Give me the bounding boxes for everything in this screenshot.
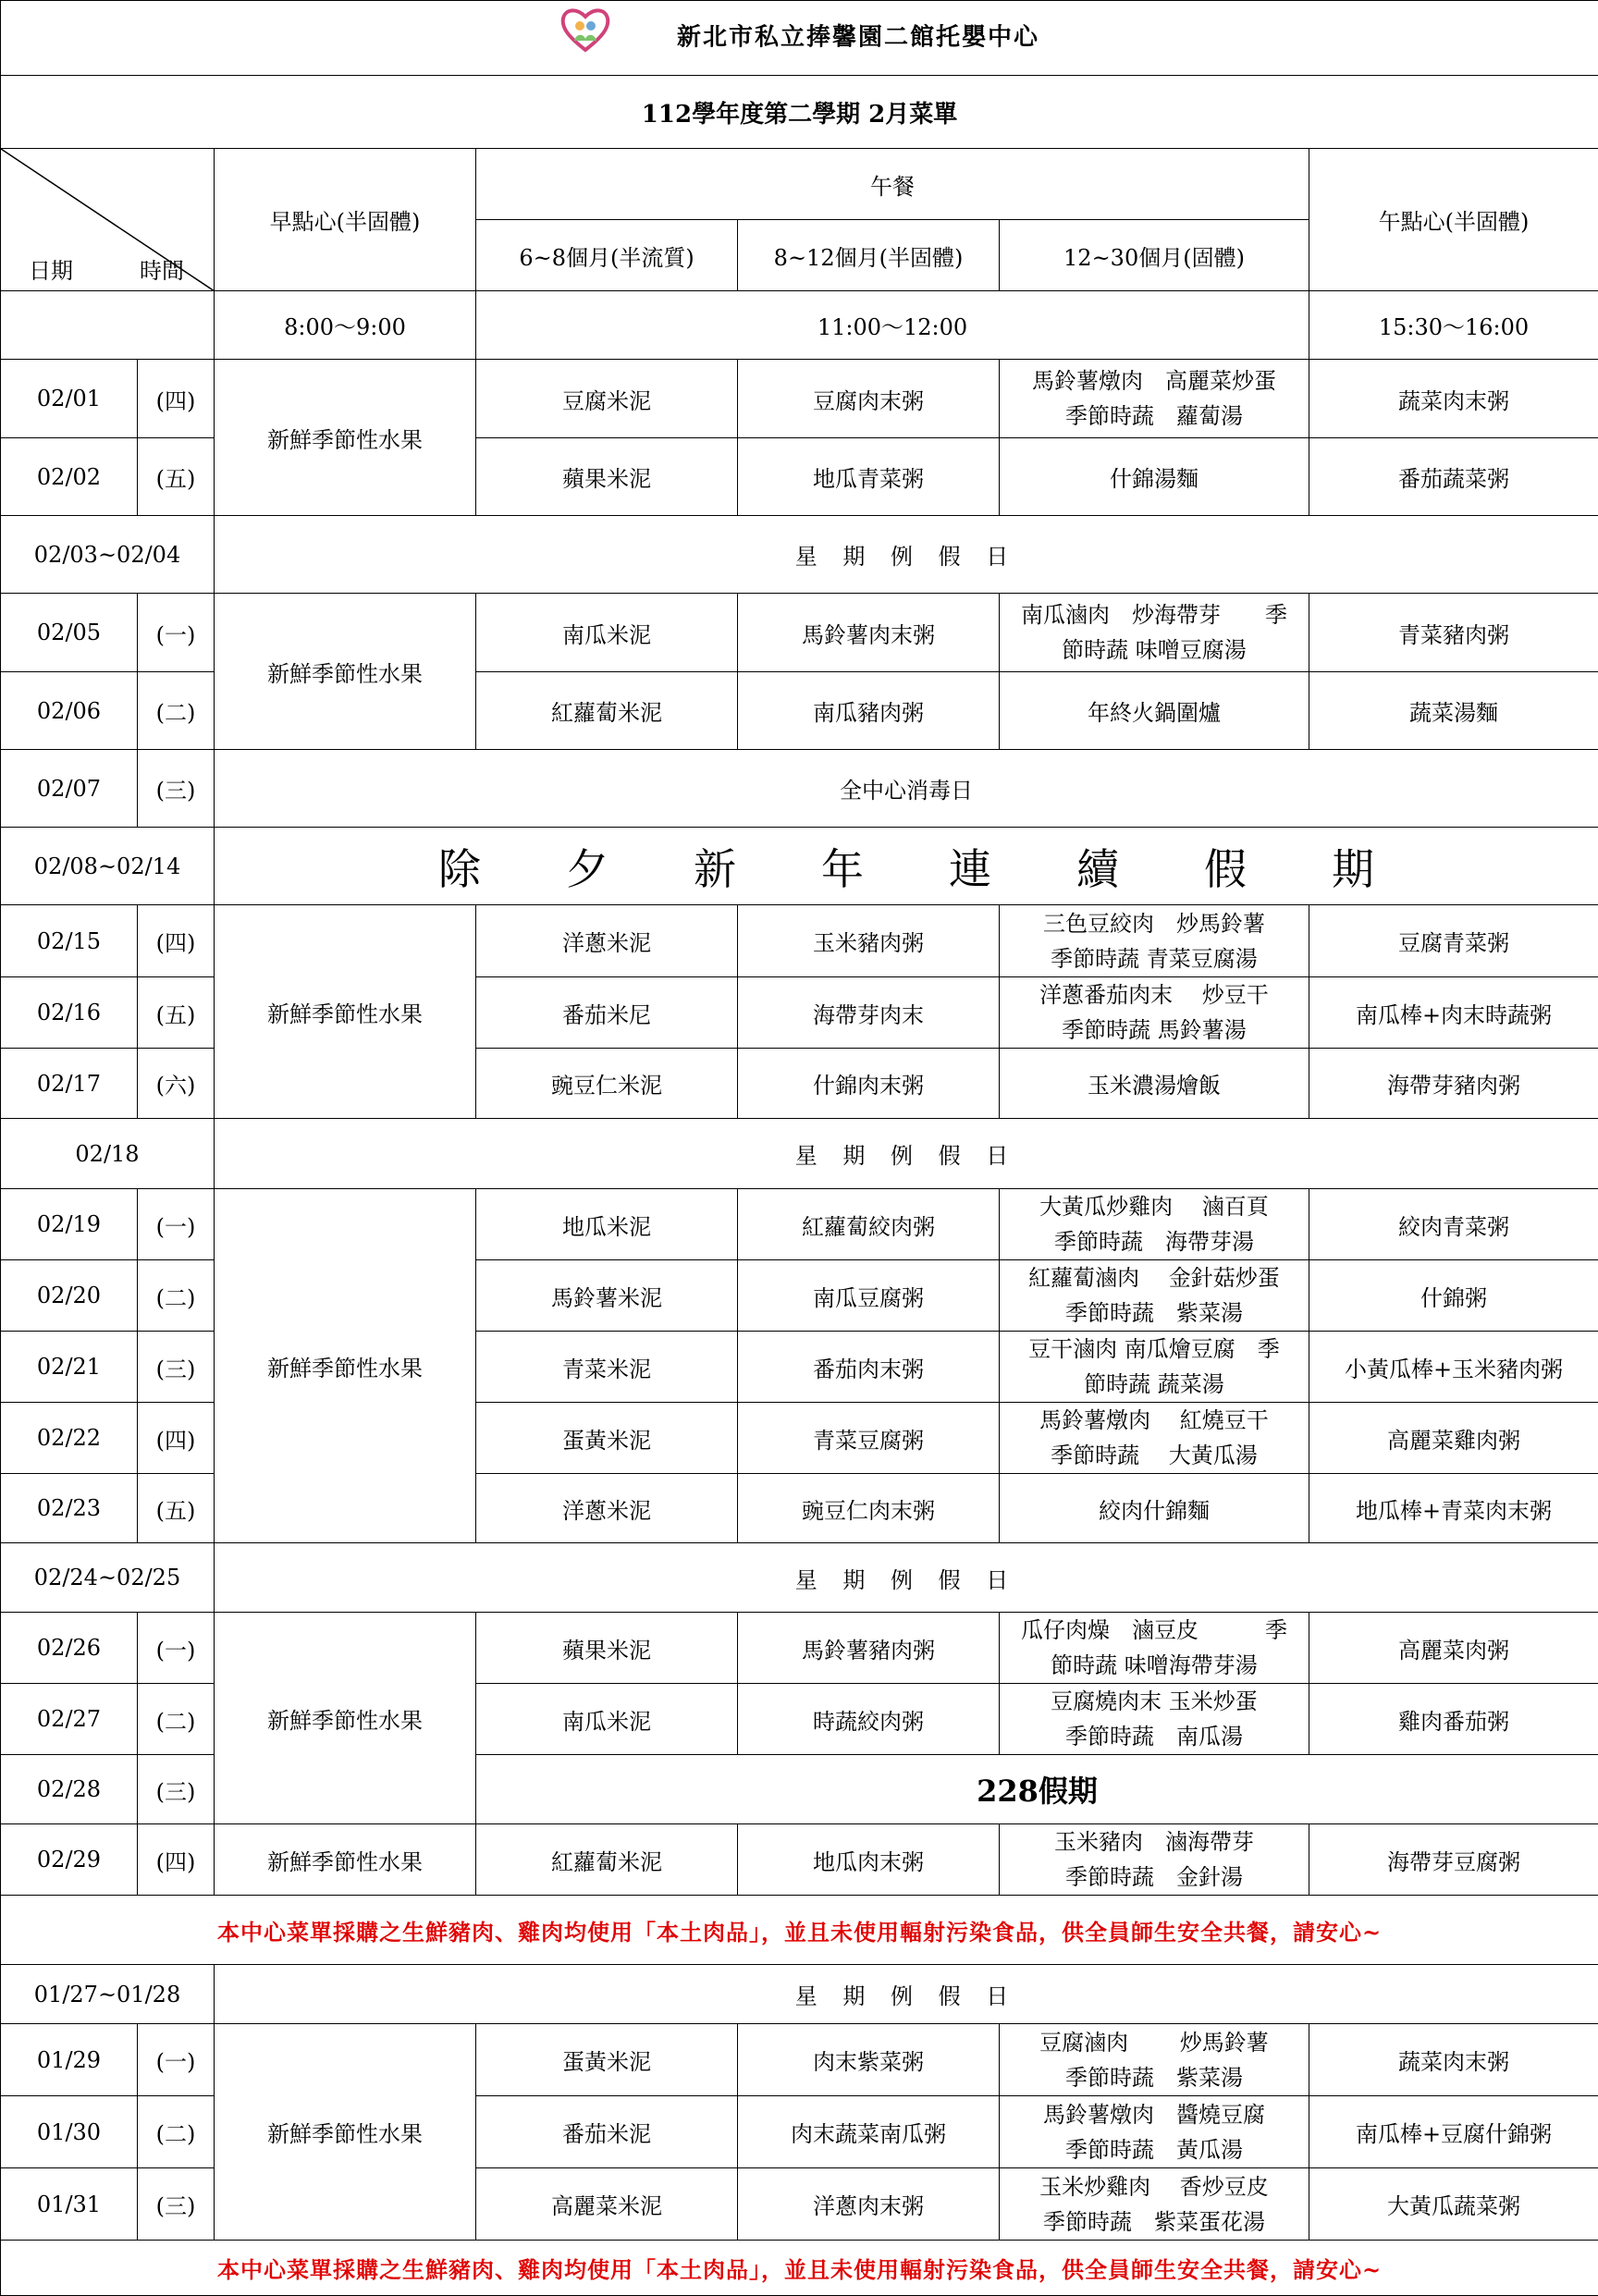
weekday-cell: (三) [138, 750, 215, 828]
dish-line-1: 豆干滷肉 南瓜燴豆腐 季 [1003, 1332, 1305, 1367]
date-range-cell: 02/03~02/04 [1, 516, 215, 594]
lunch-12-30-item [1000, 2024, 1309, 2096]
dish-line-2: 季節時蔬 紫菜蛋花湯 [1003, 2204, 1305, 2240]
date-cell: 02/21 [1, 1332, 138, 1403]
dish-line-2: 節時蔬 味噌豆腐湯 [1003, 632, 1305, 668]
lunch-8-12-item: 番茄肉末粥 [738, 1332, 1000, 1403]
afternoon-item: 地瓜棒+青菜肉末粥 [1309, 1474, 1598, 1543]
date-cell: 02/17 [1, 1049, 138, 1119]
weekday-cell: (五) [138, 1474, 215, 1543]
date-cell: 02/19 [1, 1189, 138, 1260]
afternoon-item: 蔬菜肉末粥 [1309, 2024, 1598, 2096]
dish-line-2: 季節時蔬 馬鈴薯湯 [1003, 1013, 1305, 1048]
weekday-cell: (五) [138, 438, 215, 516]
lunch-12-30-header: 12~30個月(固體) [1000, 220, 1309, 291]
weekend-holiday: 星 期 例 假 日 [215, 1965, 1598, 2024]
morning-snack-header: 早點心(半固體) [215, 149, 476, 291]
dish-line-2: 季節時蔬 南瓜湯 [1003, 1719, 1305, 1754]
afternoon-item: 蔬菜湯麵 [1309, 672, 1598, 750]
lunch-header: 午餐 [476, 149, 1309, 220]
afternoon-item: 番茄蔬菜粥 [1309, 438, 1598, 516]
dish-line-1: 豆腐燒肉末 玉米炒蛋 [1003, 1684, 1305, 1719]
date-cell: 02/06 [1, 672, 138, 750]
date-range-cell: 02/24~02/25 [1, 1543, 215, 1613]
lunch-8-12-item: 玉米豬肉粥 [738, 905, 1000, 977]
dish-line-2: 季節時蔬 大黃瓜湯 [1003, 1438, 1305, 1473]
dish-line-1: 馬鈴薯燉肉 醬燒豆腐 [1003, 2097, 1305, 2132]
lunch-6-8-item: 紅蘿蔔米泥 [476, 1824, 738, 1896]
weekday-cell: (五) [138, 977, 215, 1049]
afternoon-item: 蔬菜肉末粥 [1309, 360, 1598, 438]
date-column-label: 日期 [29, 252, 73, 285]
lunch-12-30-item: 年終火鍋圍爐 [1000, 672, 1309, 750]
lunch-8-12-item: 南瓜豆腐粥 [738, 1260, 1000, 1332]
new-year-holiday: 除 夕 新 年 連 續 假 期 [215, 828, 1598, 905]
weekday-cell: (二) [138, 1260, 215, 1332]
afternoon-time: 15:30～16:00 [1309, 291, 1598, 360]
lunch-6-8-item: 青菜米泥 [476, 1332, 738, 1403]
lunch-8-12-item: 馬鈴薯肉末粥 [738, 594, 1000, 672]
lunch-6-8-item: 豆腐米泥 [476, 360, 738, 438]
dish-line-2: 季節時蔬 金針湯 [1003, 1860, 1305, 1895]
weekday-cell: (一) [138, 1613, 215, 1684]
time-row-blank [1, 291, 215, 360]
lunch-8-12-item: 南瓜豬肉粥 [738, 672, 1000, 750]
date-cell: 02/20 [1, 1260, 138, 1332]
weekday-cell: (二) [138, 1684, 215, 1755]
lunch-6-8-item: 洋蔥米泥 [476, 905, 738, 977]
afternoon-item: 南瓜棒+肉末時蔬粥 [1309, 977, 1598, 1049]
lunch-12-30-item [1000, 1684, 1309, 1755]
dish-line-2: 節時蔬 味噌海帶芽湯 [1003, 1648, 1305, 1683]
lunch-12-30-item [1000, 2096, 1309, 2168]
lunch-time: 11:00～12:00 [476, 291, 1309, 360]
dish-line-1: 洋蔥番茄肉末 炒豆干 [1003, 977, 1305, 1013]
dish-line-1: 瓜仔肉燥 滷豆皮 季 [1003, 1613, 1305, 1648]
dish-line-2: 季節時蔬 紫菜湯 [1003, 1295, 1305, 1331]
afternoon-item: 高麗菜肉粥 [1309, 1613, 1598, 1684]
lunch-6-8-item: 蛋黃米泥 [476, 2024, 738, 2096]
date-cell: 01/30 [1, 2096, 138, 2168]
date-cell: 02/22 [1, 1403, 138, 1474]
dish-line-1: 大黃瓜炒雞肉 滷百頁 [1003, 1189, 1305, 1224]
dish-line-1: 豆腐滷肉 炒馬鈴薯 [1003, 2025, 1305, 2060]
lunch-6-8-item: 馬鈴薯米泥 [476, 1260, 738, 1332]
lunch-6-8-item: 蘋果米泥 [476, 438, 738, 516]
morning-fruit: 新鮮季節性水果 [215, 905, 476, 1119]
weekday-cell: (一) [138, 594, 215, 672]
date-cell: 01/31 [1, 2168, 138, 2241]
dish-line-2: 季節時蔬 黃瓜湯 [1003, 2132, 1305, 2167]
lunch-8-12-item: 青菜豆腐粥 [738, 1403, 1000, 1474]
morning-fruit: 新鮮季節性水果 [215, 1613, 476, 1824]
dish-line-2: 季節時蔬 蘿蔔湯 [1003, 399, 1305, 434]
weekday-cell: (二) [138, 672, 215, 750]
lunch-8-12-item: 馬鈴薯豬肉粥 [738, 1613, 1000, 1684]
dish-line-1: 紅蘿蔔滷肉 金針菇炒蛋 [1003, 1260, 1305, 1295]
lunch-8-12-header: 8~12個月(半固體) [738, 220, 1000, 291]
time-column-label: 時間 [140, 252, 184, 285]
lunch-12-30-item [1000, 1824, 1309, 1896]
dish-line-1: 南瓜滷肉 炒海帶芽 季 [1003, 597, 1305, 632]
afternoon-item: 青菜豬肉粥 [1309, 594, 1598, 672]
dish-line-1: 玉米炒雞肉 香炒豆皮 [1003, 2169, 1305, 2204]
lunch-12-30-item: 絞肉什錦麵 [1000, 1474, 1309, 1543]
date-range-cell: 02/08~02/14 [1, 828, 215, 905]
morning-fruit: 新鮮季節性水果 [215, 594, 476, 750]
weekday-cell: (四) [138, 360, 215, 438]
dish-line-2: 季節時蔬 青菜豆腐湯 [1003, 941, 1305, 976]
lunch-12-30-item [1000, 1189, 1309, 1260]
heart-family-logo-icon [559, 4, 611, 62]
date-cell: 01/29 [1, 2024, 138, 2096]
lunch-6-8-item: 紅蘿蔔米泥 [476, 672, 738, 750]
lunch-8-12-item: 豆腐肉末粥 [738, 360, 1000, 438]
morning-fruit: 新鮮季節性水果 [215, 1824, 476, 1896]
dish-line-2: 季節時蔬 紫菜湯 [1003, 2060, 1305, 2095]
lunch-6-8-item: 蛋黃米泥 [476, 1403, 738, 1474]
weekday-cell: (四) [138, 1824, 215, 1896]
lunch-6-8-item: 番茄米泥 [476, 2096, 738, 2168]
afternoon-item: 雞肉番茄粥 [1309, 1684, 1598, 1755]
lunch-12-30-item [1000, 1613, 1309, 1684]
morning-fruit: 新鮮季節性水果 [215, 2024, 476, 2241]
afternoon-item: 豆腐青菜粥 [1309, 905, 1598, 977]
holiday-228: 228假期 [476, 1755, 1598, 1824]
page-title: 112學年度第二學期 2月菜單 [1, 76, 1598, 149]
lunch-6-8-item: 蘋果米泥 [476, 1613, 738, 1684]
lunch-6-8-item: 番茄米尼 [476, 977, 738, 1049]
lunch-8-12-item: 肉末蔬菜南瓜粥 [738, 2096, 1000, 2168]
date-cell: 02/01 [1, 360, 138, 438]
dish-line-2: 節時蔬 蔬菜湯 [1003, 1367, 1305, 1402]
weekday-cell: (四) [138, 905, 215, 977]
date-range-cell: 02/18 [1, 1119, 215, 1189]
date-cell: 02/02 [1, 438, 138, 516]
date-time-corner-header [1, 149, 215, 291]
morning-fruit: 新鮮季節性水果 [215, 1189, 476, 1543]
lunch-12-30-item: 玉米濃湯燴飯 [1000, 1049, 1309, 1119]
weekday-cell: (一) [138, 1189, 215, 1260]
lunch-12-30-item [1000, 2168, 1309, 2241]
date-cell: 02/28 [1, 1755, 138, 1824]
lunch-6-8-item: 豌豆仁米泥 [476, 1049, 738, 1119]
afternoon-item: 小黃瓜棒+玉米豬肉粥 [1309, 1332, 1598, 1403]
dish-line-1: 三色豆絞肉 炒馬鈴薯 [1003, 906, 1305, 941]
dish-line-1: 馬鈴薯燉肉 紅燒豆干 [1003, 1403, 1305, 1438]
afternoon-item: 南瓜棒+豆腐什錦粥 [1309, 2096, 1598, 2168]
date-cell: 02/16 [1, 977, 138, 1049]
afternoon-item: 什錦粥 [1309, 1260, 1598, 1332]
lunch-12-30-item [1000, 977, 1309, 1049]
weekday-cell: (四) [138, 1403, 215, 1474]
lunch-8-12-item: 時蔬絞肉粥 [738, 1684, 1000, 1755]
afternoon-item: 大黃瓜蔬菜粥 [1309, 2168, 1598, 2241]
lunch-12-30-item [1000, 1332, 1309, 1403]
afternoon-item: 高麗菜雞肉粥 [1309, 1403, 1598, 1474]
school-name: 新北市私立捧馨園二館托嬰中心 [677, 23, 1039, 51]
lunch-12-30-item [1000, 1260, 1309, 1332]
meat-source-notice: 本中心菜單採購之生鮮豬肉、雞肉均使用「本土肉品」，並且未使用輻射污染食品，供全員師生安全共餐，請安心~ [1, 2241, 1598, 2296]
lunch-12-30-item [1000, 905, 1309, 977]
lunch-8-12-item: 紅蘿蔔絞肉粥 [738, 1189, 1000, 1260]
lunch-12-30-item [1000, 1403, 1309, 1474]
disinfection-day: 全中心消毒日 [215, 750, 1598, 828]
weekday-cell: (六) [138, 1049, 215, 1119]
dish-line-2: 季節時蔬 海帶芽湯 [1003, 1224, 1305, 1259]
lunch-8-12-item: 肉末紫菜粥 [738, 2024, 1000, 2096]
date-cell: 02/27 [1, 1684, 138, 1755]
date-cell: 02/29 [1, 1824, 138, 1896]
weekend-holiday: 星 期 例 假 日 [215, 516, 1598, 594]
lunch-8-12-item: 海帶芽肉末 [738, 977, 1000, 1049]
morning-time: 8:00～9:00 [215, 291, 476, 360]
lunch-8-12-item: 地瓜肉末粥 [738, 1824, 1000, 1896]
date-range-cell: 01/27~01/28 [1, 1965, 215, 2024]
lunch-12-30-item [1000, 360, 1309, 438]
lunch-12-30-item [1000, 594, 1309, 672]
lunch-8-12-item: 什錦肉末粥 [738, 1049, 1000, 1119]
lunch-8-12-item: 地瓜青菜粥 [738, 438, 1000, 516]
dish-line-1: 玉米豬肉 滷海帶芽 [1003, 1824, 1305, 1860]
weekday-cell: (一) [138, 2024, 215, 2096]
meat-source-notice: 本中心菜單採購之生鮮豬肉、雞肉均使用「本土肉品」，並且未使用輻射污染食品，供全員師生安全共餐，請安心~ [1, 1896, 1598, 1965]
weekday-cell: (三) [138, 2168, 215, 2241]
lunch-6-8-item: 洋蔥米泥 [476, 1474, 738, 1543]
lunch-6-8-item: 地瓜米泥 [476, 1189, 738, 1260]
lunch-6-8-header: 6~8個月(半流質) [476, 220, 738, 291]
date-cell: 02/05 [1, 594, 138, 672]
lunch-6-8-item: 南瓜米泥 [476, 594, 738, 672]
weekend-holiday: 星 期 例 假 日 [215, 1119, 1598, 1189]
lunch-8-12-item: 豌豆仁肉末粥 [738, 1474, 1000, 1543]
afternoon-item: 海帶芽豆腐粥 [1309, 1824, 1598, 1896]
weekend-holiday: 星 期 例 假 日 [215, 1543, 1598, 1613]
date-cell: 02/15 [1, 905, 138, 977]
morning-fruit: 新鮮季節性水果 [215, 360, 476, 516]
school-header [1, 1, 1598, 76]
afternoon-item: 絞肉青菜粥 [1309, 1189, 1598, 1260]
date-cell: 02/07 [1, 750, 138, 828]
weekday-cell: (三) [138, 1332, 215, 1403]
lunch-8-12-item: 洋蔥肉末粥 [738, 2168, 1000, 2241]
afternoon-item: 海帶芽豬肉粥 [1309, 1049, 1598, 1119]
lunch-6-8-item: 南瓜米泥 [476, 1684, 738, 1755]
weekday-cell: (二) [138, 2096, 215, 2168]
afternoon-snack-header: 午點心(半固體) [1309, 149, 1598, 291]
lunch-6-8-item: 高麗菜米泥 [476, 2168, 738, 2241]
lunch-12-30-item: 什錦湯麵 [1000, 438, 1309, 516]
date-cell: 02/26 [1, 1613, 138, 1684]
weekday-cell: (三) [138, 1755, 215, 1824]
dish-line-1: 馬鈴薯燉肉 高麗菜炒蛋 [1003, 363, 1305, 399]
date-cell: 02/23 [1, 1474, 138, 1543]
